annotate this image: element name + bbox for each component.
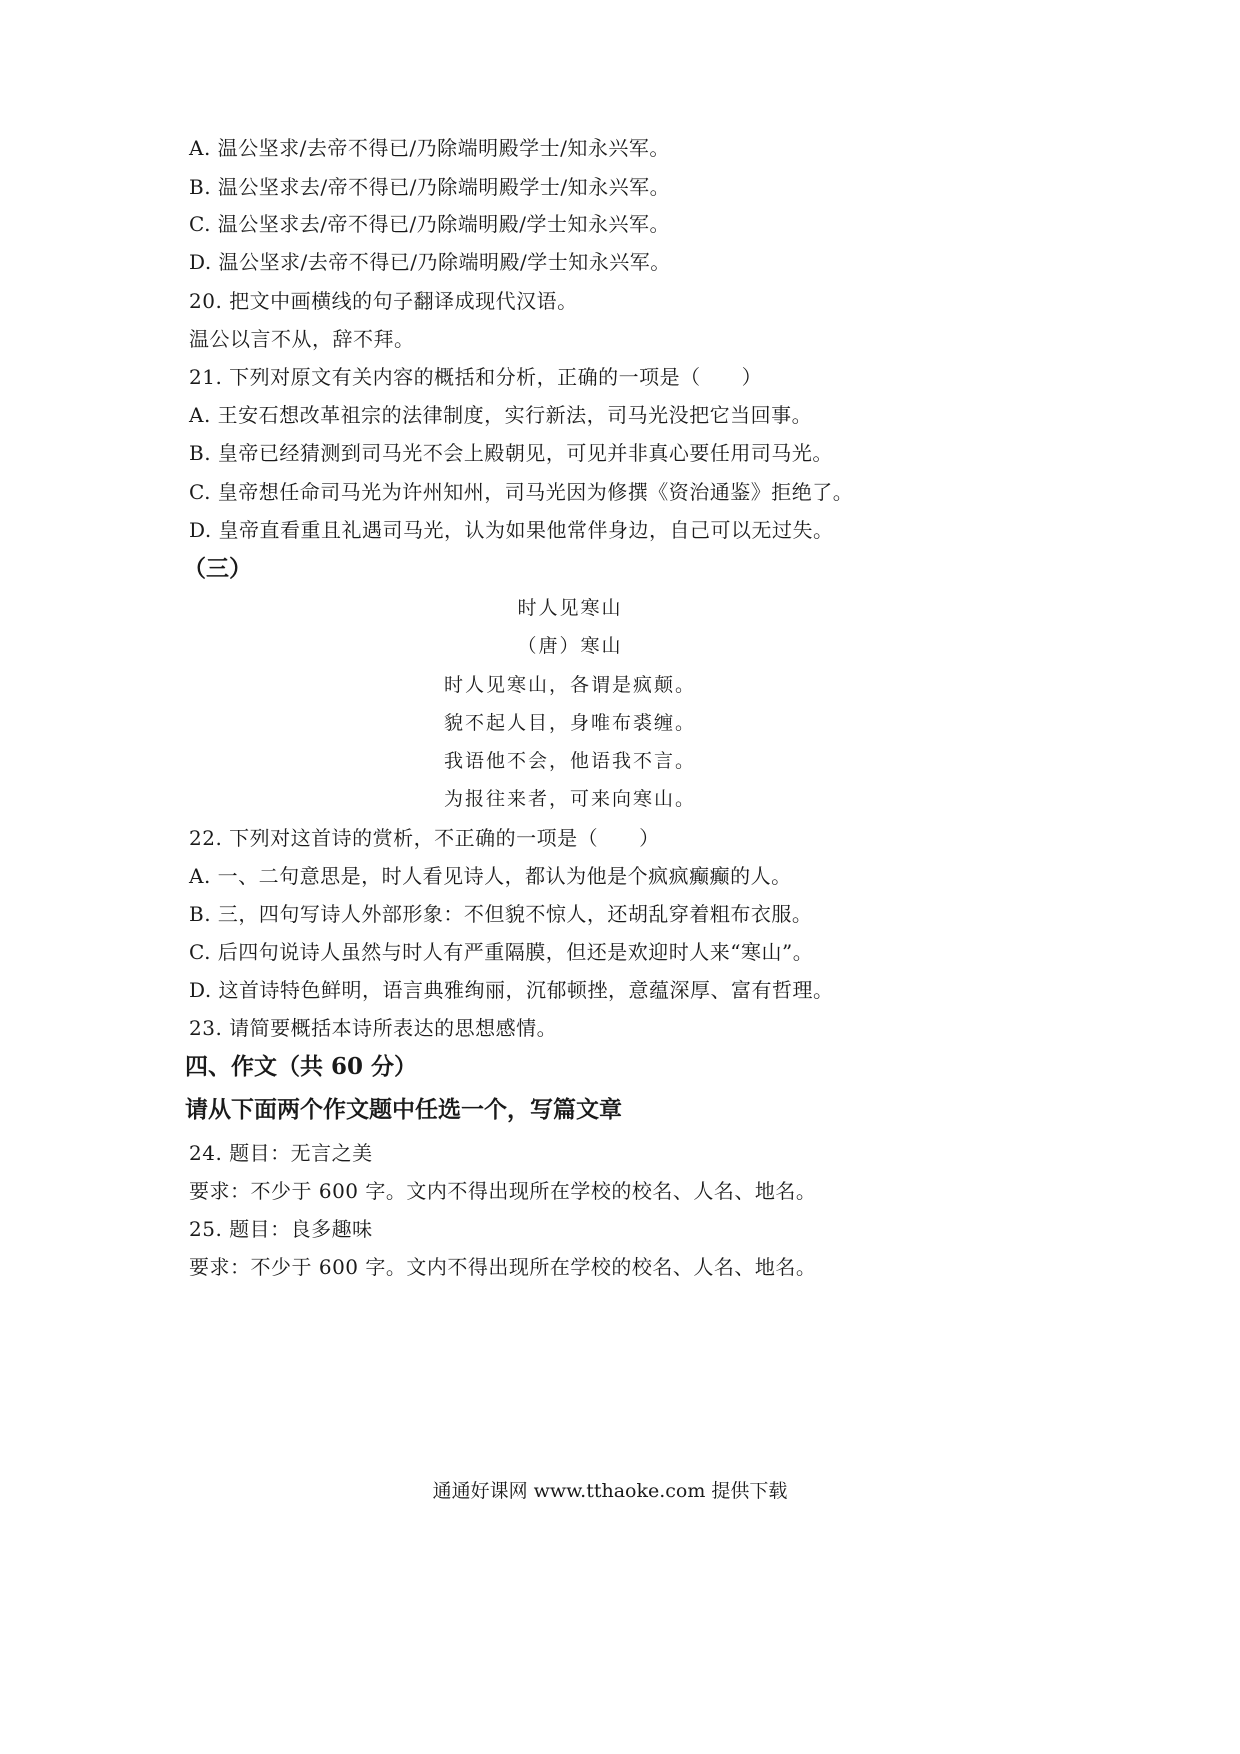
poem-line-4: 为报往来者，可来向寒山。 bbox=[443, 788, 696, 810]
q24-title: 24. 题目：无言之美 bbox=[189, 1141, 373, 1165]
q22-stem: 22. 下列对这首诗的赏析，不正确的一项是（ ） bbox=[189, 826, 660, 850]
poem-author: （唐）寒山 bbox=[517, 635, 623, 657]
q21-option-a: A. 王安石想改革祖宗的法律制度，实行新法，司马光没把它当回事。 bbox=[189, 403, 813, 427]
poem-line-2: 貌不起人目，身唯布裘缠。 bbox=[443, 712, 696, 734]
q21-option-c: C. 皇帝想任命司马光为许州知州，司马光因为修撰《资治通鉴》拒绝了。 bbox=[189, 480, 854, 504]
section-3-label: （三） bbox=[183, 555, 252, 582]
q20-sentence: 温公以言不从，辞不拜。 bbox=[189, 327, 415, 351]
q21-stem: 21. 下列对原文有关内容的概括和分析，正确的一项是（ ） bbox=[189, 365, 763, 389]
q22-option-a: A. 一、二句意思是，时人看见诗人，都认为他是个疯疯癫癫的人。 bbox=[189, 864, 792, 888]
q25-title: 25. 题目：良多趣味 bbox=[189, 1217, 373, 1241]
q21-option-d: D. 皇帝直看重且礼遇司马光，认为如果他常伴身边，自己可以无过失。 bbox=[189, 518, 834, 542]
q22-option-c: C. 后四句说诗人虽然与时人有严重隔膜，但还是欢迎时人来“寒山”。 bbox=[189, 940, 814, 964]
q20-stem: 20. 把文中画横线的句子翻译成现代汉语。 bbox=[189, 289, 578, 313]
q22-option-b: B. 三，四句写诗人外部形象：不但貌不惊人，还胡乱穿着粗布衣服。 bbox=[189, 902, 813, 926]
section-4-instruction: 请从下面两个作文题中任选一个，写篇文章 bbox=[185, 1096, 622, 1123]
poem-line-3: 我语他不会，他语我不言。 bbox=[443, 750, 696, 772]
q21-option-b: B. 皇帝已经猜测到司马光不会上殿朝见，可见并非真心要任用司马光。 bbox=[189, 441, 833, 465]
q19-option-a: A. 温公坚求/去帝不得已/乃除端明殿学士/知永兴军。 bbox=[189, 136, 670, 160]
section-4-heading: 四、作文（共 60 分） bbox=[185, 1053, 418, 1080]
q19-option-b: B. 温公坚求去/帝不得已/乃除端明殿学士/知永兴军。 bbox=[189, 175, 671, 199]
q23-stem: 23. 请简要概括本诗所表达的思想感情。 bbox=[189, 1016, 558, 1040]
q19-option-c: C. 温公坚求去/帝不得已/乃除端明殿/学士知永兴军。 bbox=[189, 212, 671, 236]
q24-requirement: 要求：不少于 600 字。文内不得出现所在学校的校名、人名、地名。 bbox=[189, 1179, 817, 1203]
q22-option-d: D. 这首诗特色鲜明，语言典雅绚丽，沉郁顿挫，意蕴深厚、富有哲理。 bbox=[189, 978, 834, 1002]
q19-option-d: D. 温公坚求/去帝不得已/乃除端明殿/学士知永兴军。 bbox=[189, 250, 671, 274]
q25-requirement: 要求：不少于 600 字。文内不得出现所在学校的校名、人名、地名。 bbox=[189, 1255, 817, 1279]
poem-line-1: 时人见寒山，各谓是疯颠。 bbox=[443, 674, 696, 696]
poem-title: 时人见寒山 bbox=[517, 597, 623, 619]
page-footer: 通通好课网 www.tthaoke.com 提供下载 bbox=[432, 1480, 788, 1502]
